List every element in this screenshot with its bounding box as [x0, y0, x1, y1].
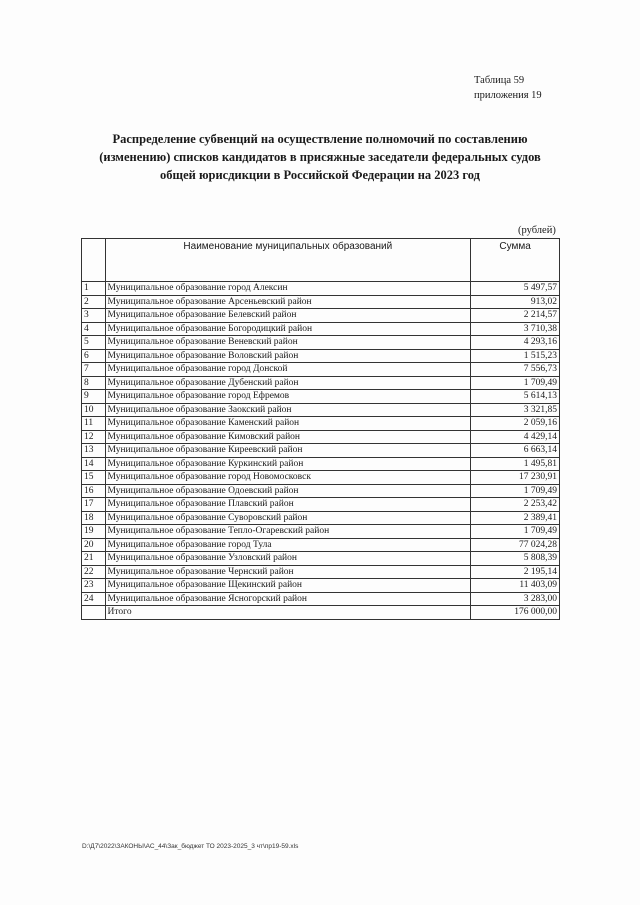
- row-name-cell: Муниципальное образование Белевский район: [105, 309, 471, 323]
- row-number-cell: 18: [82, 511, 106, 525]
- table-row: [82, 309, 560, 323]
- table-row: [82, 295, 560, 309]
- row-sum-cell: 1 515,23: [471, 349, 560, 363]
- row-number-cell: 7: [82, 363, 106, 377]
- row-number-cell: 13: [82, 444, 106, 458]
- header-number-cell: [82, 239, 106, 282]
- total-label-cell: Итого: [105, 606, 471, 620]
- row-number-cell: 11: [82, 417, 106, 431]
- row-number-cell: 6: [82, 349, 106, 363]
- total-sum-cell: 176 000,00: [471, 606, 560, 620]
- row-number-cell: 15: [82, 471, 106, 485]
- row-name-cell: Муниципальное образование Богородицкий район: [105, 322, 471, 336]
- row-sum-cell: 7 556,73: [471, 363, 560, 377]
- title-line: (изменению) списков кандидатов в присяжные заседатели федеральных судов: [99, 150, 541, 164]
- subsidy-table: [81, 238, 560, 620]
- table-row: [82, 282, 560, 296]
- row-name-cell: Муниципальное образование Каменский район: [105, 417, 471, 431]
- row-number-cell: 9: [82, 390, 106, 404]
- table-row: [82, 525, 560, 539]
- row-name-cell: Муниципальное образование город Алексин: [105, 282, 471, 296]
- row-number-cell: 17: [82, 498, 106, 512]
- row-number-cell: 3: [82, 309, 106, 323]
- row-name-cell: Муниципальное образование Арсеньевский район: [105, 295, 471, 309]
- row-number-cell: 23: [82, 579, 106, 593]
- row-sum-cell: 11 403,09: [471, 579, 560, 593]
- title-line: общей юрисдикции в Российской Федерации на 2023 год: [160, 168, 480, 182]
- row-name-cell: Муниципальное образование Дубенский район: [105, 376, 471, 390]
- row-sum-cell: 4 293,16: [471, 336, 560, 350]
- row-number-cell: 20: [82, 538, 106, 552]
- table-row: [82, 430, 560, 444]
- row-name-cell: Муниципальное образование город Тула: [105, 538, 471, 552]
- row-sum-cell: 3 710,38: [471, 322, 560, 336]
- table-row: [82, 336, 560, 350]
- row-number-cell: 21: [82, 552, 106, 566]
- row-number-cell: 14: [82, 457, 106, 471]
- row-name-cell: Муниципальное образование Заокский район: [105, 403, 471, 417]
- header-name-cell: Наименование муниципальных образований: [105, 239, 471, 282]
- table-row: [82, 322, 560, 336]
- total-number-cell: [82, 606, 106, 620]
- row-name-cell: Муниципальное образование Чернский район: [105, 565, 471, 579]
- row-name-cell: Муниципальное образование Воловский район: [105, 349, 471, 363]
- row-sum-cell: 913,02: [471, 295, 560, 309]
- table-row: [82, 579, 560, 593]
- table-row: [82, 403, 560, 417]
- row-sum-cell: 1 709,49: [471, 376, 560, 390]
- table-row: [82, 349, 560, 363]
- row-number-cell: 24: [82, 592, 106, 606]
- table-row: [82, 376, 560, 390]
- row-number-cell: 1: [82, 282, 106, 296]
- row-number-cell: 19: [82, 525, 106, 539]
- row-sum-cell: 2 389,41: [471, 511, 560, 525]
- table-number: Таблица 59: [474, 75, 525, 86]
- row-name-cell: Муниципальное образование город Ефремов: [105, 390, 471, 404]
- total-row: [82, 606, 560, 620]
- row-sum-cell: 2 059,16: [471, 417, 560, 431]
- row-sum-cell: 1 495,81: [471, 457, 560, 471]
- table-row: [82, 511, 560, 525]
- row-number-cell: 22: [82, 565, 106, 579]
- table-row: [82, 417, 560, 431]
- row-sum-cell: 5 614,13: [471, 390, 560, 404]
- row-sum-cell: 2 253,42: [471, 498, 560, 512]
- row-name-cell: Муниципальное образование Киреевский район: [105, 444, 471, 458]
- table-row: [82, 471, 560, 485]
- row-sum-cell: 3 321,85: [471, 403, 560, 417]
- row-name-cell: Муниципальное образование Суворовский район: [105, 511, 471, 525]
- row-name-cell: Муниципальное образование Кимовский район: [105, 430, 471, 444]
- row-number-cell: 12: [82, 430, 106, 444]
- table-row: [82, 363, 560, 377]
- table-row: [82, 552, 560, 566]
- appendix-reference: приложения 19: [474, 90, 542, 101]
- table-row: [82, 498, 560, 512]
- table-row: [82, 592, 560, 606]
- table-header-row: [82, 239, 560, 282]
- row-name-cell: Муниципальное образование город Новомосковск: [105, 471, 471, 485]
- file-path-footer: D:\Д7\2022\ЗАКОНЫ\АС_44\Зак_бюджет ТО 2023-2025_3 чт\пр19-59.xls: [82, 843, 299, 850]
- table-row: [82, 565, 560, 579]
- table-row: [82, 390, 560, 404]
- row-name-cell: Муниципальное образование Куркинский район: [105, 457, 471, 471]
- row-sum-cell: 2 214,57: [471, 309, 560, 323]
- table-row: [82, 444, 560, 458]
- title-line: Распределение субвенций на осуществление полномочий по составлению: [112, 132, 528, 146]
- row-sum-cell: 5 808,39: [471, 552, 560, 566]
- table-row: [82, 457, 560, 471]
- row-sum-cell: 77 024,28: [471, 538, 560, 552]
- row-sum-cell: 3 283,00: [471, 592, 560, 606]
- row-sum-cell: 4 429,14: [471, 430, 560, 444]
- row-number-cell: 2: [82, 295, 106, 309]
- row-number-cell: 5: [82, 336, 106, 350]
- header-sum-cell: Сумма: [471, 239, 560, 282]
- row-name-cell: Муниципальное образование Щекинский район: [105, 579, 471, 593]
- row-sum-cell: 1 709,49: [471, 484, 560, 498]
- row-number-cell: 16: [82, 484, 106, 498]
- row-name-cell: Муниципальное образование Узловский район: [105, 552, 471, 566]
- row-sum-cell: 17 230,91: [471, 471, 560, 485]
- row-name-cell: Муниципальное образование Тепло-Огаревский район: [105, 525, 471, 539]
- row-name-cell: Муниципальное образование Веневский район: [105, 336, 471, 350]
- row-sum-cell: 1 709,49: [471, 525, 560, 539]
- row-sum-cell: 2 195,14: [471, 565, 560, 579]
- row-number-cell: 10: [82, 403, 106, 417]
- row-name-cell: Муниципальное образование Ясногорский район: [105, 592, 471, 606]
- units-label: (рублей): [518, 225, 556, 236]
- row-name-cell: Муниципальное образование город Донской: [105, 363, 471, 377]
- row-name-cell: Муниципальное образование Плавский район: [105, 498, 471, 512]
- row-sum-cell: 6 663,14: [471, 444, 560, 458]
- row-name-cell: Муниципальное образование Одоевский район: [105, 484, 471, 498]
- document-title: [80, 130, 560, 184]
- row-number-cell: 8: [82, 376, 106, 390]
- row-number-cell: 4: [82, 322, 106, 336]
- table-row: [82, 538, 560, 552]
- row-sum-cell: 5 497,57: [471, 282, 560, 296]
- table-row: [82, 484, 560, 498]
